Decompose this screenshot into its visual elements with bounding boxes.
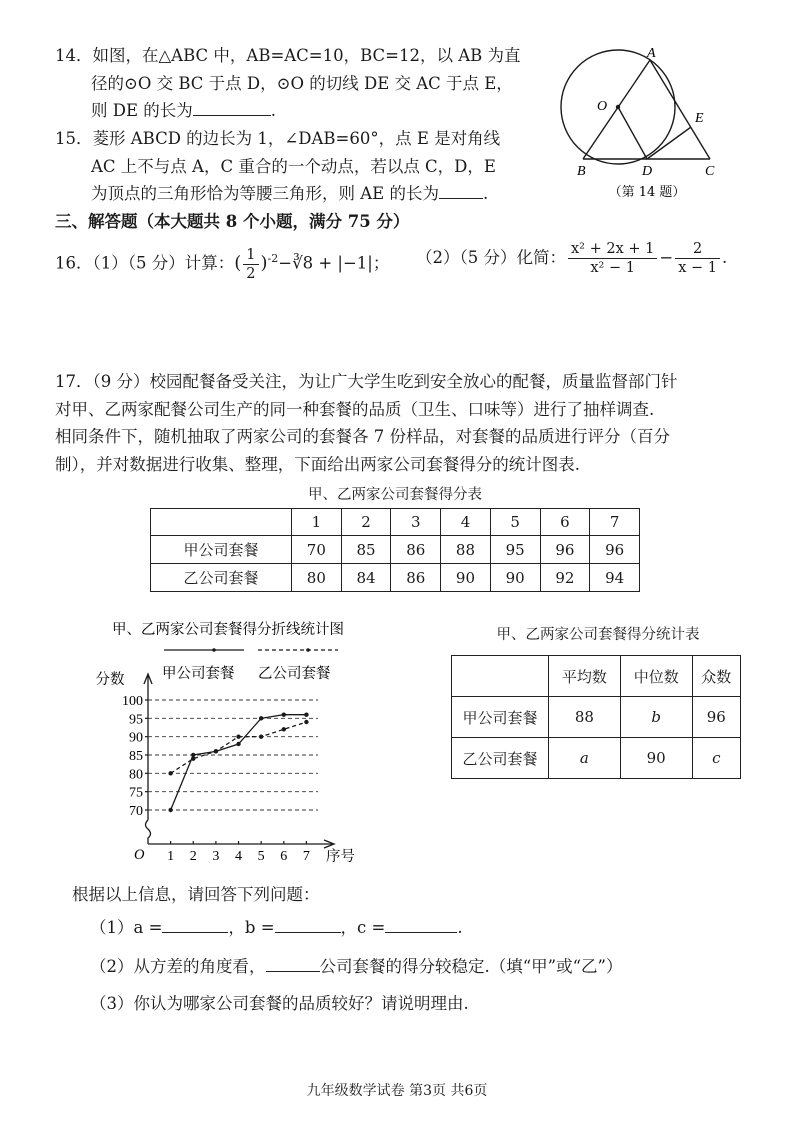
stats-table-row-yi: [452, 738, 741, 779]
score-cell: 96: [590, 536, 640, 564]
legend-marker: [306, 648, 310, 652]
q15-line2: AC 上不与点 A，C 重合的一个动点，若以点 C，D，E: [91, 157, 496, 176]
stats-header-cell: 中位数: [620, 656, 692, 697]
label-c: C: [705, 164, 715, 179]
segment-ab: [583, 60, 650, 159]
answer-blank-c[interactable]: [385, 918, 457, 933]
q16-frac2-num: 2: [675, 240, 720, 259]
stats-header-cell: 平均数: [549, 656, 621, 697]
chart-title: 甲、乙两家公司套餐得分折线统计图: [112, 622, 344, 638]
section3-title: 三、解答题（本大题共 8 个小题，满分 75 分）: [55, 212, 410, 231]
score-header-cell: 1: [292, 509, 342, 536]
answer-blank-a[interactable]: [162, 918, 228, 933]
score-cell: 92: [540, 564, 590, 592]
q16-fraction-1: [568, 240, 657, 277]
stats-cell: 96: [692, 697, 740, 738]
score-header-cell: 2: [341, 509, 391, 536]
score-cell: 85: [341, 536, 391, 564]
q14-line3: [91, 99, 276, 123]
legend-label: 甲公司套餐: [162, 666, 235, 682]
x-tick-label: 5: [257, 849, 265, 864]
stats-row-label: 甲公司套餐: [452, 697, 549, 738]
x-tick-label: 6: [280, 849, 288, 864]
stats-cell: c: [692, 738, 740, 779]
data-point-yi: [236, 734, 240, 738]
q16-frac1-num: x² + 2x + 1: [568, 240, 657, 259]
q16-part2: [416, 240, 727, 277]
y-tick-label: 80: [129, 767, 143, 783]
segment-ac: [650, 60, 710, 159]
label-e: E: [695, 111, 704, 126]
axis-break-mark: [146, 820, 151, 844]
q15-answer-blank[interactable]: [439, 184, 483, 199]
q14-line3-text: 则 DE 的长为: [91, 101, 193, 120]
stats-cell: b: [620, 697, 692, 738]
data-point-yi: [168, 771, 172, 775]
origin-label: O: [134, 847, 145, 863]
score-table: [150, 508, 640, 592]
score-header-cell: 4: [441, 509, 491, 536]
stats-cell: 88: [549, 697, 621, 738]
data-point-jia: [259, 716, 263, 720]
q17-sub1-end: .: [457, 918, 463, 937]
score-cell: 80: [292, 564, 342, 592]
data-point-yi: [304, 720, 308, 724]
score-cell: 88: [441, 536, 491, 564]
score-cell: 95: [490, 536, 540, 564]
q14-line2: 径的⊙O 交 BC 于点 D，⊙O 的切线 DE 交 AC 于点 E，: [91, 74, 513, 93]
q16-part1-rest: −∛8 + |−1|；: [278, 253, 390, 273]
chart-legend: [162, 648, 338, 682]
score-cell: 94: [590, 564, 640, 592]
stats-cell: 90: [620, 738, 692, 779]
score-header-cell: 3: [391, 509, 441, 536]
stats-table-row-jia: [452, 697, 741, 738]
score-cell: 90: [441, 564, 491, 592]
data-point-yi: [191, 756, 195, 760]
q17-line1: 17．（9 分）校园配餐备受关注，为让广大学生吃到安全放心的配餐，质量监督部门针: [55, 372, 678, 391]
stats-cell: a: [549, 738, 621, 779]
x-tick-label: 7: [302, 849, 310, 864]
q17-line4: 制），并对数据进行收集、整理，下面给出两家公司套餐得分的统计图表.: [55, 455, 580, 474]
score-cell: 70: [292, 536, 342, 564]
page-footer: 九年级数学试卷 第3页 共6页: [306, 1083, 488, 1099]
q17-sub1-c-label: ，c =: [340, 918, 386, 937]
x-tick-label: 4: [235, 849, 243, 864]
data-point-yi: [282, 727, 286, 731]
label-b: B: [577, 164, 586, 179]
score-header-cell: 6: [540, 509, 590, 536]
q17-sub1-b-label: ，b =: [228, 918, 275, 937]
score-cell: 86: [391, 536, 441, 564]
q17-line2: 对甲、乙两家配餐公司生产的同一种套餐的品质（卫生、口味等）进行了抽样调查.: [55, 400, 655, 419]
score-row-label: 乙公司套餐: [151, 564, 292, 592]
score-cell: 96: [540, 536, 590, 564]
score-cell: 86: [391, 564, 441, 592]
data-point-jia: [236, 742, 240, 746]
q17-sub2-start: （2）从方差的角度看，: [90, 957, 266, 976]
x-tick-label: 1: [167, 849, 175, 864]
q16-end: .: [721, 248, 728, 267]
y-tick-label: 75: [129, 785, 143, 801]
data-point-yi: [259, 734, 263, 738]
stats-row-label: 乙公司套餐: [452, 738, 549, 779]
q16-fraction-2: [675, 240, 720, 277]
answer-blank-b[interactable]: [275, 918, 341, 933]
q16-half-num: 1: [243, 246, 258, 265]
q15-line3-text: 为顶点的三角形恰为等腰三角形，则 AE 的长为: [91, 184, 439, 203]
x-tick-label: 2: [189, 849, 197, 864]
q16-part1: 16．（1）（5 分）计算：( $\frac{1}{2}$ )$^{-2}$−∛8 + |−1|；: [55, 246, 390, 282]
legend-marker: [212, 648, 216, 652]
stats-table-title: 甲、乙两家公司套餐得分统计表: [496, 627, 700, 643]
q17-sub1-a-label: （1）a =: [90, 918, 163, 937]
questions-intro: 根据以上信息，请回答下列问题：: [72, 885, 320, 904]
q17-sub2: [90, 955, 623, 979]
answer-blank-company[interactable]: [266, 957, 320, 972]
data-point-jia: [282, 712, 286, 716]
score-header-cell: 7: [590, 509, 640, 536]
q16-frac1-den: x² − 1: [590, 260, 635, 276]
label-a: A: [647, 46, 656, 61]
y-tick-label: 85: [129, 749, 143, 764]
q16-exponent: -2: [267, 252, 279, 265]
label-o: O: [597, 99, 608, 114]
q15-line3-end: .: [482, 184, 489, 203]
point-o: [616, 105, 620, 109]
segment-od: [618, 107, 647, 159]
stats-header-cell: [452, 656, 549, 697]
x-axis-label: 序号: [326, 849, 355, 865]
legend-label: 乙公司套餐: [258, 666, 331, 682]
score-header-cell: [151, 509, 292, 536]
y-tick-label: 90: [129, 730, 143, 746]
series-line-yi: [171, 722, 307, 773]
score-table-title: 甲、乙两家公司套餐得分表: [308, 487, 482, 503]
q15-line1: 15．菱形 ABCD 的边长为 1，∠DAB=60°，点 E 是对角线: [55, 129, 501, 148]
q14-figure: [555, 44, 735, 204]
q17-sub1: [90, 916, 463, 940]
q16-half-den: 2: [246, 265, 256, 282]
q16-half-fraction: [243, 246, 258, 283]
score-header-cell: 5: [490, 509, 540, 536]
y-tick-label: 95: [129, 712, 143, 728]
plot-area: [122, 674, 334, 864]
q14-answer-blank[interactable]: [193, 101, 271, 116]
data-point-jia: [168, 808, 172, 812]
q15-line3: [91, 182, 488, 206]
q14-line3-end: .: [270, 101, 277, 120]
q14-line1: 14．如图，在△ABC 中，AB=AC=10，BC=12，以 AB 为直: [55, 46, 521, 65]
y-tick-label: 70: [129, 804, 143, 819]
score-cell: 84: [341, 564, 391, 592]
stats-header-cell: 众数: [692, 656, 740, 697]
data-point-yi: [214, 749, 218, 753]
q16-part1-label: 16．（1）（5 分）计算：: [55, 253, 235, 273]
y-axis-label: 分数: [95, 672, 125, 688]
q17-line3: 相同条件下，随机抽取了两家公司的套餐各 7 份样品，对套餐的品质进行评分（百分: [55, 427, 670, 446]
q16-frac2-den: x − 1: [678, 260, 717, 276]
score-row-label: 甲公司套餐: [151, 536, 292, 564]
q17-sub2-end: 公司套餐的得分较稳定.（填“甲”或“乙”）: [319, 957, 623, 976]
stats-table-header: [452, 656, 741, 697]
figure-caption: （第 14 题）: [608, 185, 686, 200]
q16-minus: −: [659, 248, 674, 267]
score-table-row-jia: [151, 536, 640, 564]
y-tick-label: 100: [122, 694, 143, 709]
q16-part2-label: （2）（5 分）化简：: [416, 248, 566, 267]
score-cell: 90: [490, 564, 540, 592]
score-table-row-yi: [151, 564, 640, 592]
data-point-jia: [304, 712, 308, 716]
x-tick-label: 3: [212, 849, 220, 864]
score-table-header: [151, 509, 640, 536]
q17-sub3: （3）你认为哪家公司套餐的品质较好？请说明理由.: [90, 994, 469, 1013]
label-d: D: [642, 164, 653, 179]
line-chart: [78, 612, 398, 870]
stats-table: [451, 655, 741, 779]
